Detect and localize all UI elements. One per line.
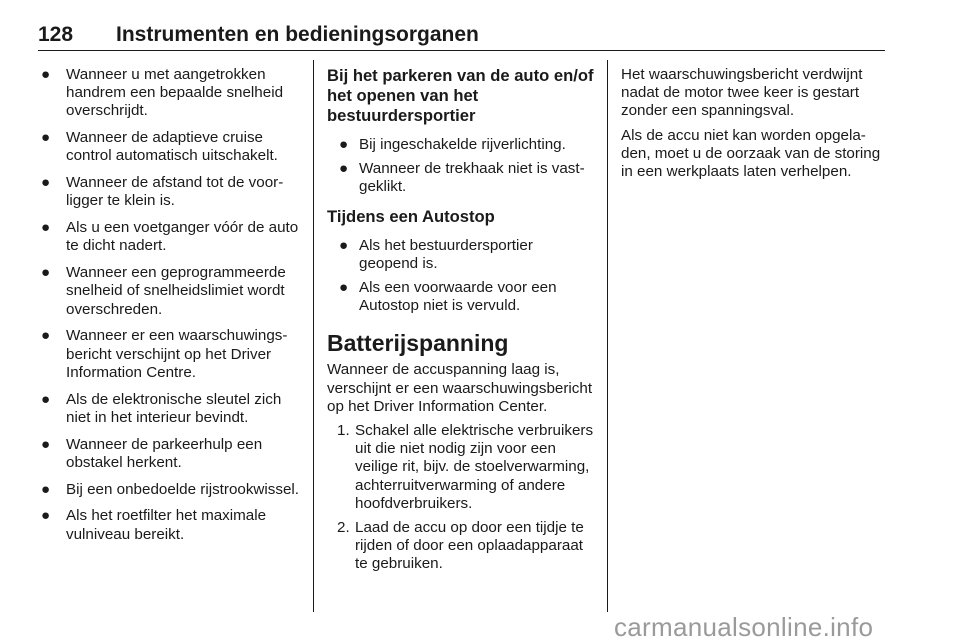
page-title: Instrumenten en bedieningsorganen: [116, 23, 479, 46]
autostop-conditions-list: [327, 237, 595, 316]
list-item: ● Als u een voetganger vóór de auto te dicht nadert.: [41, 219, 299, 255]
intro-paragraph: Wanneer de accuspanning laag is, verschijnt er een waarschuwingsbericht op het Driver Information Center.: [327, 361, 593, 415]
subheading-parking: Bij het parkeren van de auto en/of het openen van het bestuurdersportier: [327, 66, 594, 125]
paragraph: Als de accu niet kan worden opgeladen, moet u de oorzaak van de storing in een werkplaats laten verhelpen.: [621, 126, 881, 181]
list-item: 1. Schakel alle elektrische verbruikers uit die niet nodig zijn voor een veilige rit, bijv. de stoelverwarming, achterruitverwarming of andere hoofdverbruikers.: [337, 422, 594, 512]
list-item: ● Als de elektronische sleutel zich niet in het interieur bevindt.: [41, 390, 282, 426]
list-item: ● Wanneer de trekhaak niet is vastgeklikt.: [339, 160, 585, 196]
column-left: [38, 66, 300, 552]
list-item: ● Bij een onbedoelde rijstrookwissel.: [41, 480, 300, 498]
watermark: carmanualsonline.info: [614, 612, 874, 642]
column-divider: [607, 60, 608, 612]
paragraph: Het waarschuwingsbericht verdwijnt nadat de motor twee keer is gestart zonder een spanningsval.: [621, 66, 863, 120]
list-item: ● Wanneer u met aangetrokken handrem een bepaalde snelheid overschrijdt.: [41, 66, 284, 120]
list-item: ● Wanneer een geprogrammeerde snelheid of snelheidslimiet wordt overschreden.: [41, 264, 286, 318]
list-item: ● Wanneer er een waarschuwingsbericht verschijnt op het Driver Information Centre.: [41, 327, 288, 381]
list-item: ● Bij ingeschakelde rijverlichting.: [339, 136, 566, 153]
section-title: Batterijspanning: [327, 330, 509, 357]
page-number: 128: [38, 23, 74, 46]
list-item: ● Wanneer de parkeerhulp een obstakel herkent.: [41, 435, 263, 471]
list-item: ● Als het roetfilter het maximale vulniveau bereikt.: [41, 507, 267, 543]
subheading-autostop: Tijdens een Autostop: [327, 206, 495, 226]
column-right: [621, 66, 887, 187]
page-header: [38, 22, 885, 51]
list-item: ● Als een voorwaarde voor een Autostop niet is vervuld.: [339, 279, 557, 315]
warning-conditions-list: [38, 66, 300, 544]
steps-list: [327, 422, 595, 574]
column-divider: [313, 60, 314, 612]
list-item: ● Als het bestuurdersportier geopend is.: [339, 236, 533, 272]
column-middle: [327, 66, 595, 580]
list-item: ● Wanneer de adaptieve cruise control automatisch uitschakelt.: [41, 129, 278, 165]
parking-conditions-list: [327, 136, 595, 197]
list-item: ● Wanneer de afstand tot de voorligger te klein is.: [41, 174, 284, 210]
list-item: 2. Laad de accu op door een tijdje te rijden of door een oplaadapparaat te gebruiken.: [337, 519, 584, 573]
